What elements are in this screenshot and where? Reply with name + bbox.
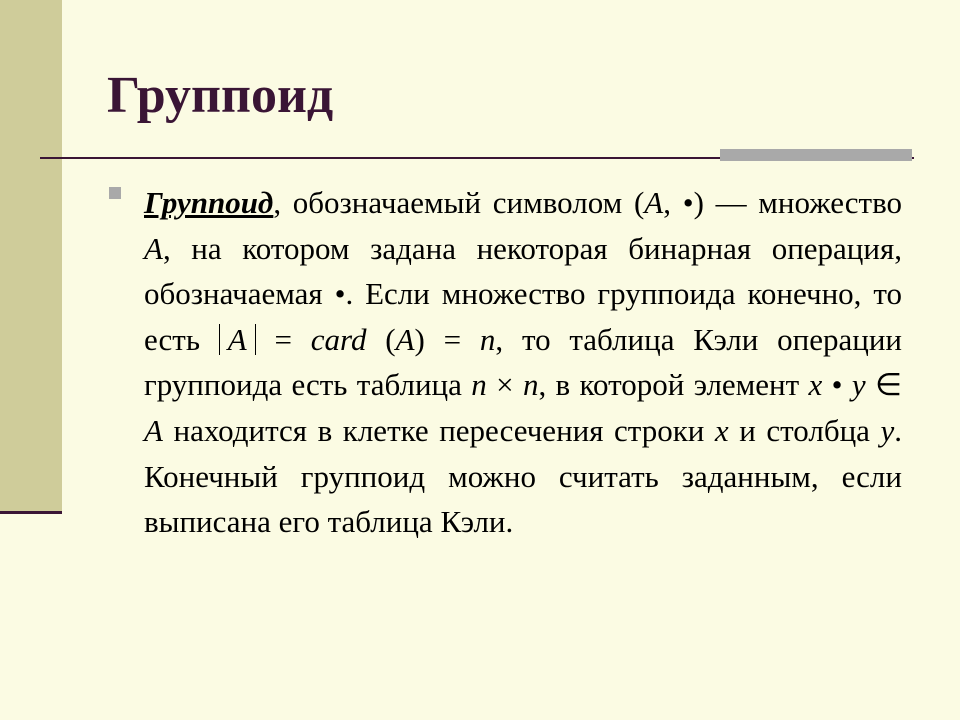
text-fragment: , обозначаемый символом ( xyxy=(273,185,645,220)
term-groupoid: Группоид xyxy=(144,185,274,220)
set-symbol: A xyxy=(144,230,163,266)
set-cardinality: A xyxy=(219,324,256,355)
text-fragment: ) = xyxy=(414,321,480,357)
text-fragment: , то таблица Кэли операции группоида есть таблица xyxy=(144,321,902,403)
operation-symbol: • xyxy=(682,185,694,220)
operation-symbol: • xyxy=(334,276,346,312)
x-symbol: x xyxy=(808,367,823,403)
definition-paragraph xyxy=(144,180,902,545)
text-fragment: . Если множество группоида конечно, то есть xyxy=(144,276,902,357)
card-function: card xyxy=(310,321,367,357)
text-fragment: , на котором задана некоторая бинарная операция, обозначаемая xyxy=(144,230,902,312)
n-symbol: n xyxy=(479,321,496,357)
title-divider-accent xyxy=(720,149,912,161)
text-fragment: , в которой элемент xyxy=(538,367,809,403)
text-fragment: ) — множество xyxy=(693,185,903,220)
y-symbol: y xyxy=(851,367,866,403)
text-fragment: находится в клетке пересечения строки xyxy=(162,412,715,448)
text-fragment: . Конечный группоид можно считать заданным, если выписана его таблица Кэли. xyxy=(144,412,902,540)
set-symbol: A xyxy=(395,321,415,357)
element-of-symbol: ∈ xyxy=(865,367,903,403)
side-accent-bar xyxy=(0,0,62,512)
operation-symbol: • xyxy=(831,367,843,403)
n-symbol: n xyxy=(522,367,539,403)
set-symbol: A xyxy=(144,412,163,448)
side-accent-line xyxy=(0,511,62,514)
n-symbol: n xyxy=(471,367,487,403)
bullet-marker xyxy=(109,187,121,199)
slide-title: Группоид xyxy=(107,67,334,124)
times-symbol: × xyxy=(486,367,523,403)
x-symbol: x xyxy=(714,412,729,448)
text-fragment: = xyxy=(255,321,311,357)
y-symbol: y xyxy=(880,412,895,448)
text-fragment: ( xyxy=(366,321,396,357)
text-fragment: и столбца xyxy=(728,412,881,448)
text-fragment: , xyxy=(663,185,683,220)
set-symbol: A xyxy=(644,185,664,220)
